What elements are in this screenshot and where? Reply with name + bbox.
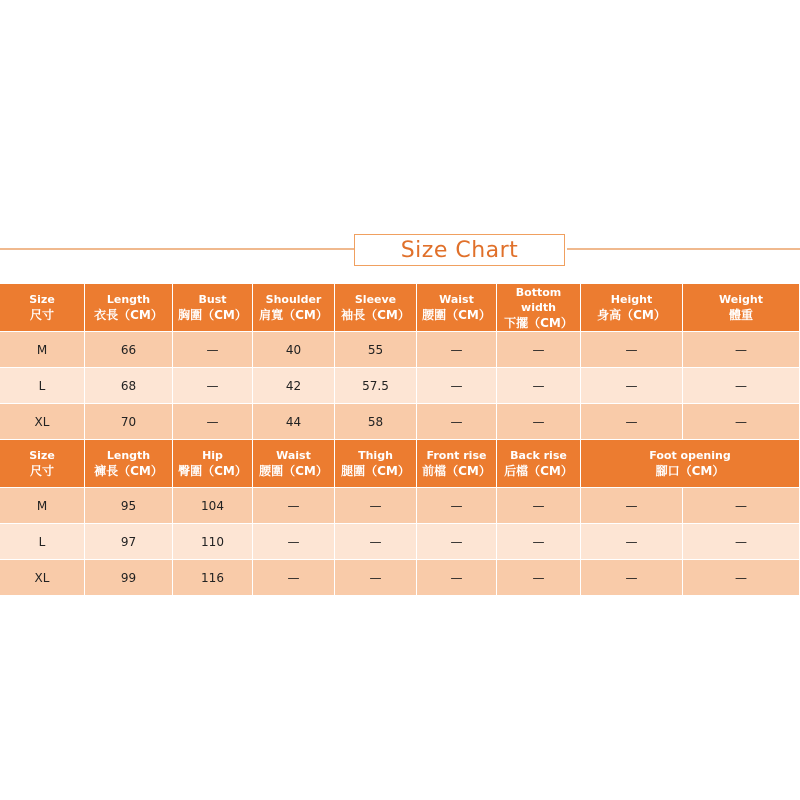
header-label: Length [106, 293, 151, 306]
table-cell: — [253, 560, 335, 596]
header-label-cn: 肩寬（CM） [259, 308, 328, 322]
header-label-cn: 臀圍（CM） [178, 464, 247, 478]
header-front-rise [417, 440, 497, 488]
header-label: Back rise [510, 449, 567, 462]
table-cell: — [497, 488, 581, 524]
header-length [85, 284, 173, 332]
header-bottom-width [497, 284, 581, 332]
table-cell: — [581, 560, 683, 596]
header-label: Hip [202, 449, 223, 462]
header-label-cn: 腰圍（CM） [422, 308, 491, 322]
table-cell: — [417, 332, 497, 368]
header-label-cn: 腿圍（CM） [341, 464, 410, 478]
table-cell: — [581, 404, 683, 440]
table-cell: 99 [85, 560, 173, 596]
header-label-cn: 褲長（CM） [94, 464, 163, 478]
table-cell: — [683, 524, 800, 560]
table-cell: — [253, 524, 335, 560]
table-cell: 97 [85, 524, 173, 560]
header-label-cn: 尺寸 [29, 464, 54, 478]
table-cell: 42 [253, 368, 335, 404]
table-cell: — [253, 488, 335, 524]
header-label: Size [29, 449, 55, 462]
header-sleeve [335, 284, 417, 332]
table-cell: — [497, 404, 581, 440]
table-cell: — [497, 332, 581, 368]
header-label: Size [29, 293, 55, 306]
header-waist [417, 284, 497, 332]
table-cell: L [0, 524, 85, 560]
table-cell: L [0, 368, 85, 404]
table-cell: XL [0, 560, 85, 596]
header-size [0, 284, 85, 332]
table-cell: 44 [253, 404, 335, 440]
header-weight [683, 284, 800, 332]
table-cell: — [417, 488, 497, 524]
table-cell: 116 [173, 560, 253, 596]
header-label-cn: 下擺（CM） [504, 315, 573, 330]
table-cell: 95 [85, 488, 173, 524]
table-cell: — [335, 488, 417, 524]
table-cell: — [683, 332, 800, 368]
header-shoulder [253, 284, 335, 332]
header-label: Weight [719, 293, 763, 306]
header-label: Waist [276, 449, 311, 462]
table-cell: — [417, 524, 497, 560]
table-cell: M [0, 488, 85, 524]
header-label: Foot opening [649, 449, 731, 462]
table-cell: 55 [335, 332, 417, 368]
header-label-cn: 胸圍（CM） [178, 308, 247, 322]
header-thigh [335, 440, 417, 488]
header-label-cn: 前檔（CM） [422, 464, 491, 478]
table-cell: — [335, 524, 417, 560]
header-hip [173, 440, 253, 488]
table-cell: — [417, 560, 497, 596]
table-cell: — [683, 488, 800, 524]
table-cell: XL [0, 404, 85, 440]
table-cell: — [683, 404, 800, 440]
table-cell: 66 [85, 332, 173, 368]
table-cell: — [417, 404, 497, 440]
header-waist [253, 440, 335, 488]
table-cell: 68 [85, 368, 173, 404]
table-cell: — [173, 404, 253, 440]
header-label: Shoulder [265, 293, 322, 306]
size-chart-table [0, 284, 800, 596]
table-cell: — [497, 368, 581, 404]
table-cell: M [0, 332, 85, 368]
header-length [85, 440, 173, 488]
table-cell: — [417, 368, 497, 404]
table-cell: 57.5 [335, 368, 417, 404]
header-label-cn: 身高（CM） [597, 308, 666, 322]
header-label: Bust [198, 293, 227, 306]
table-cell: 70 [85, 404, 173, 440]
table-cell: 104 [173, 488, 253, 524]
header-label: Thigh [358, 449, 393, 462]
title-divider-right [567, 248, 800, 250]
header-size [0, 440, 85, 488]
header-bust [173, 284, 253, 332]
size-chart-title: Size Chart [354, 234, 565, 266]
table-cell: — [581, 488, 683, 524]
table-cell: — [581, 332, 683, 368]
header-label-cn: 袖長（CM） [341, 308, 410, 322]
header-label-cn: 腰圍（CM） [259, 464, 328, 478]
header-label: Length [106, 449, 151, 462]
header-label: Sleeve [354, 293, 397, 306]
table-cell: — [581, 368, 683, 404]
title-divider-left [0, 248, 354, 250]
table-cell: — [335, 560, 417, 596]
table-cell: 58 [335, 404, 417, 440]
header-height [581, 284, 683, 332]
header-foot-opening [581, 440, 800, 488]
table-cell: — [173, 332, 253, 368]
header-label: Waist [439, 293, 474, 306]
header-label-cn: 衣長（CM） [94, 308, 163, 322]
header-back-rise [497, 440, 581, 488]
table-cell: — [581, 524, 683, 560]
header-label-cn: 后檔（CM） [504, 464, 573, 478]
table-cell: — [497, 560, 581, 596]
header-label: Front rise [426, 449, 487, 462]
table-cell: 40 [253, 332, 335, 368]
header-label: Bottom width [515, 285, 562, 314]
table-cell: — [173, 368, 253, 404]
header-label-cn: 腳口（CM） [655, 464, 725, 478]
table-cell: — [683, 560, 800, 596]
header-label-cn: 體重 [728, 308, 753, 322]
table-cell: — [497, 524, 581, 560]
table-cell: — [683, 368, 800, 404]
table-cell: 110 [173, 524, 253, 560]
header-label-cn: 尺寸 [29, 308, 54, 322]
header-label: Height [610, 293, 653, 306]
